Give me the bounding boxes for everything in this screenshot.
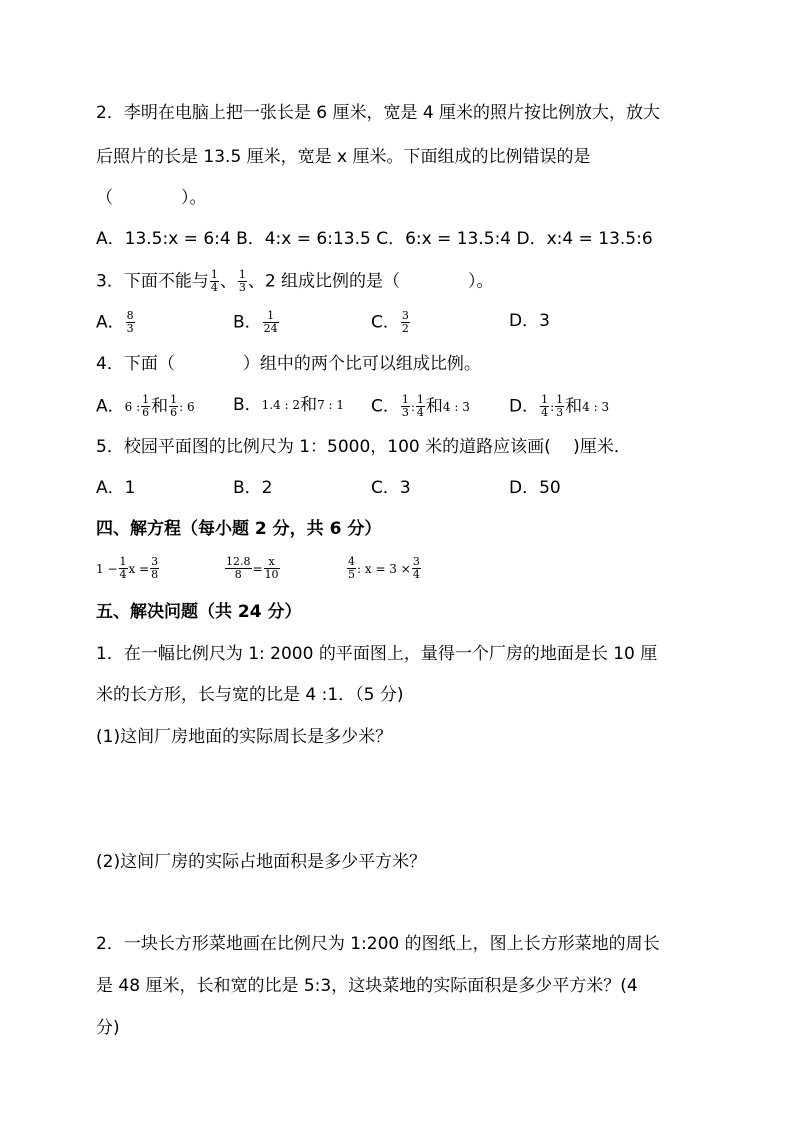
problem2-line-3: 分) xyxy=(96,1018,120,1038)
q4-option-b: B．1.4 : 2和7 : 1 xyxy=(233,395,345,415)
problem1-question-1: (1)这间厂房地面的实际周长是多少米？ xyxy=(96,727,393,747)
q5-stem: 5．校园平面图的比例尺为 1：5000，100 米的道路应该画( )厘米． xyxy=(96,437,631,457)
q2-line-1: 2．李明在电脑上把一张长是 6 厘米，宽是 4 厘米的照片按比例放大，放大 xyxy=(96,103,661,123)
section4-equations xyxy=(0,556,794,592)
q3-option-d: D．3 xyxy=(509,311,550,331)
q3-option-b: B． $\frac{1}{24}$ xyxy=(233,309,278,335)
problem2-line-2: 是 48 厘米，长和宽的比是 5:3，这块菜地的实际面积是多少平方米？(4 xyxy=(96,976,638,996)
equation-3: $\frac{4}{5}$ : x = 3 × $\frac{3}{4}$ xyxy=(348,555,420,581)
q5-option-a: A．1 xyxy=(96,478,136,498)
q3-prefix: 3．下面不能与 xyxy=(96,271,209,292)
equation-1: 1 − $\frac{1}{4}$ x = $\frac{3}{8}$ xyxy=(96,555,159,581)
equation-2: $\frac{12.8}{8}$ = $\frac{x}{10}$ xyxy=(226,555,279,581)
q4-option-c: C． $\frac{1}{3}$ : $\frac{1}{4}$ 和4 : 3 xyxy=(371,393,470,419)
q3-suffix: 、2 组成比例的是（ ）。 xyxy=(247,271,494,292)
q4-stem: 4．下面（ ）组中的两个比可以组成比例。 xyxy=(96,354,481,374)
problem1-line-2: 米的长方形，长与宽的比是 4 :1．（5 分) xyxy=(96,685,404,705)
q2-answer-blank: （ ）。 xyxy=(96,188,207,208)
q2-line-2: 后照片的长是 13.5 厘米，宽是 x 厘米。下面组成的比例错误的是 xyxy=(96,147,591,167)
q3-option-a: A． $\frac{8}{3}$ xyxy=(96,309,134,335)
q5-option-c: C．3 xyxy=(371,478,411,498)
q4-option-d: D． $\frac{1}{4}$ : $\frac{1}{3}$ 和4 : 3 xyxy=(509,393,610,419)
q3-option-c: C． $\frac{3}{2}$ xyxy=(371,309,409,335)
q2-options: A．13.5:x = 6:4 B．4:x = 6:13.5 C．6:x = 13.5:4 D．x:4 = 13.5:6 xyxy=(96,229,653,249)
problem1-line-1: 1．在一幅比例尺为 1: 2000 的平面图上，量得一个厂房的地面是长 10 厘 xyxy=(96,644,658,664)
q5-option-d: D．50 xyxy=(509,478,561,498)
q3-sep: 、 xyxy=(219,271,237,292)
q3-stem xyxy=(96,269,494,294)
problem2-line-1: 2．一块长方形菜地画在比例尺为 1:200 的图纸上，图上长方形菜地的周长 xyxy=(96,934,660,954)
problem1-question-2: (2)这间厂房的实际占地面积是多少平方米？ xyxy=(96,852,427,872)
q5-option-b: B．2 xyxy=(233,478,273,498)
q3-options xyxy=(0,310,794,340)
q4-option-a: A．6 : $\frac{1}{6}$ 和 $\frac{1}{6}$ : 6 xyxy=(96,393,195,419)
q3-fraction-2: $\frac{1}{3}$ xyxy=(238,268,246,294)
q4-options xyxy=(0,394,794,424)
section5-heading: 五、解决问题（共 24 分） xyxy=(96,602,302,622)
q3-fraction-1: $\frac{1}{4}$ xyxy=(210,268,218,294)
section4-heading: 四、解方程（每小题 2 分，共 6 分） xyxy=(96,519,382,539)
